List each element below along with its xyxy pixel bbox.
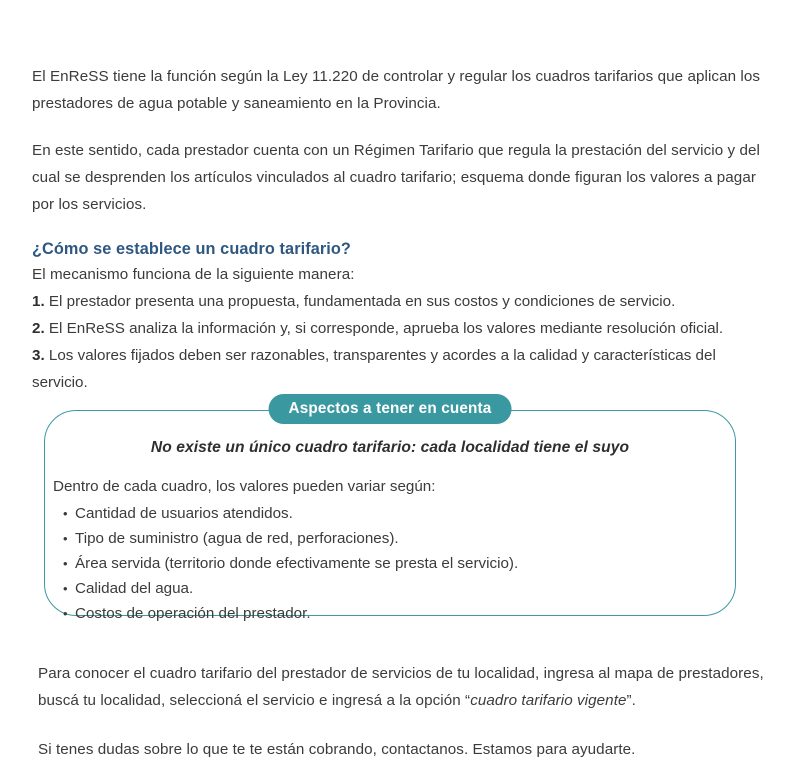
step-item <box>32 315 772 342</box>
closing-section <box>38 645 772 778</box>
list-item: • Calidad del agua. <box>63 576 735 601</box>
list-item: • Costos de operación del prestador. <box>63 601 735 626</box>
intro-section <box>32 48 766 233</box>
step-text: El EnReSS analiza la información y, si corresponde, aprueba los valores mediante resolución oficial. <box>48 320 724 337</box>
intro-paragraph-2: En este sentido, cada prestador cuenta con un Régimen Tarifario que regula la prestación del servicio y del cual se desprenden los artículos vinculados al cuadro tarifario; esquema donde figuran los valores a pagar por los servicios. <box>32 142 760 214</box>
callout-bullet-list <box>45 499 735 626</box>
closing-emphasis: cuadro tarifario vigente <box>470 692 627 710</box>
closing-paragraph-1 <box>38 660 772 714</box>
step-text: Los valores fijados deben ser razonables, transparentes y acordes a la calidad y características del servicio. <box>32 347 716 391</box>
list-item: • Tipo de suministro (agua de red, perforaciones). <box>63 526 735 551</box>
list-item: • Cantidad de usuarios atendidos. <box>63 501 735 526</box>
closing-text-after: ”. <box>626 692 636 710</box>
steps-list <box>32 288 772 396</box>
closing-paragraph-2: Si tenes dudas sobre lo que te te están cobrando, contactanos. Estamos para ayudarte. <box>38 741 636 759</box>
step-number: 2. <box>32 320 45 337</box>
step-text: El prestador presenta una propuesta, fundamentada en sus costos y condiciones de servicio. <box>48 293 676 310</box>
list-item: • Área servida (territorio donde efectivamente se presta el servicio). <box>63 551 735 576</box>
callout-intro: Dentro de cada cuadro, los valores pueden variar según: <box>53 478 436 495</box>
callout-badge: Aspectos a tener en cuenta <box>269 394 512 424</box>
step-item <box>32 288 772 315</box>
section-heading: ¿Cómo se establece un cuadro tarifario? <box>32 239 351 258</box>
step-number: 1. <box>32 293 45 310</box>
mechanism-section <box>32 261 772 396</box>
intro-paragraph-1: El EnReSS tiene la función según la Ley 11.220 de controlar y regular los cuadros tarifarios que aplican los prestadores de agua potable y saneamiento en la Provincia. <box>32 68 761 113</box>
callout-title: No existe un único cuadro tarifario: cada localidad tiene el suyo <box>150 439 630 456</box>
step-number: 3. <box>32 347 45 364</box>
step-item <box>32 342 772 396</box>
closing-text-before: Para conocer el cuadro tarifario del prestador de servicios de tu localidad, ingresa al mapa de prestadores, buscá tu localidad, seleccioná el servicio e ingresá a la opción “ <box>38 665 764 710</box>
mechanism-lead: El mecanismo funciona de la siguiente manera: <box>32 266 355 283</box>
callout-box <box>44 400 736 622</box>
